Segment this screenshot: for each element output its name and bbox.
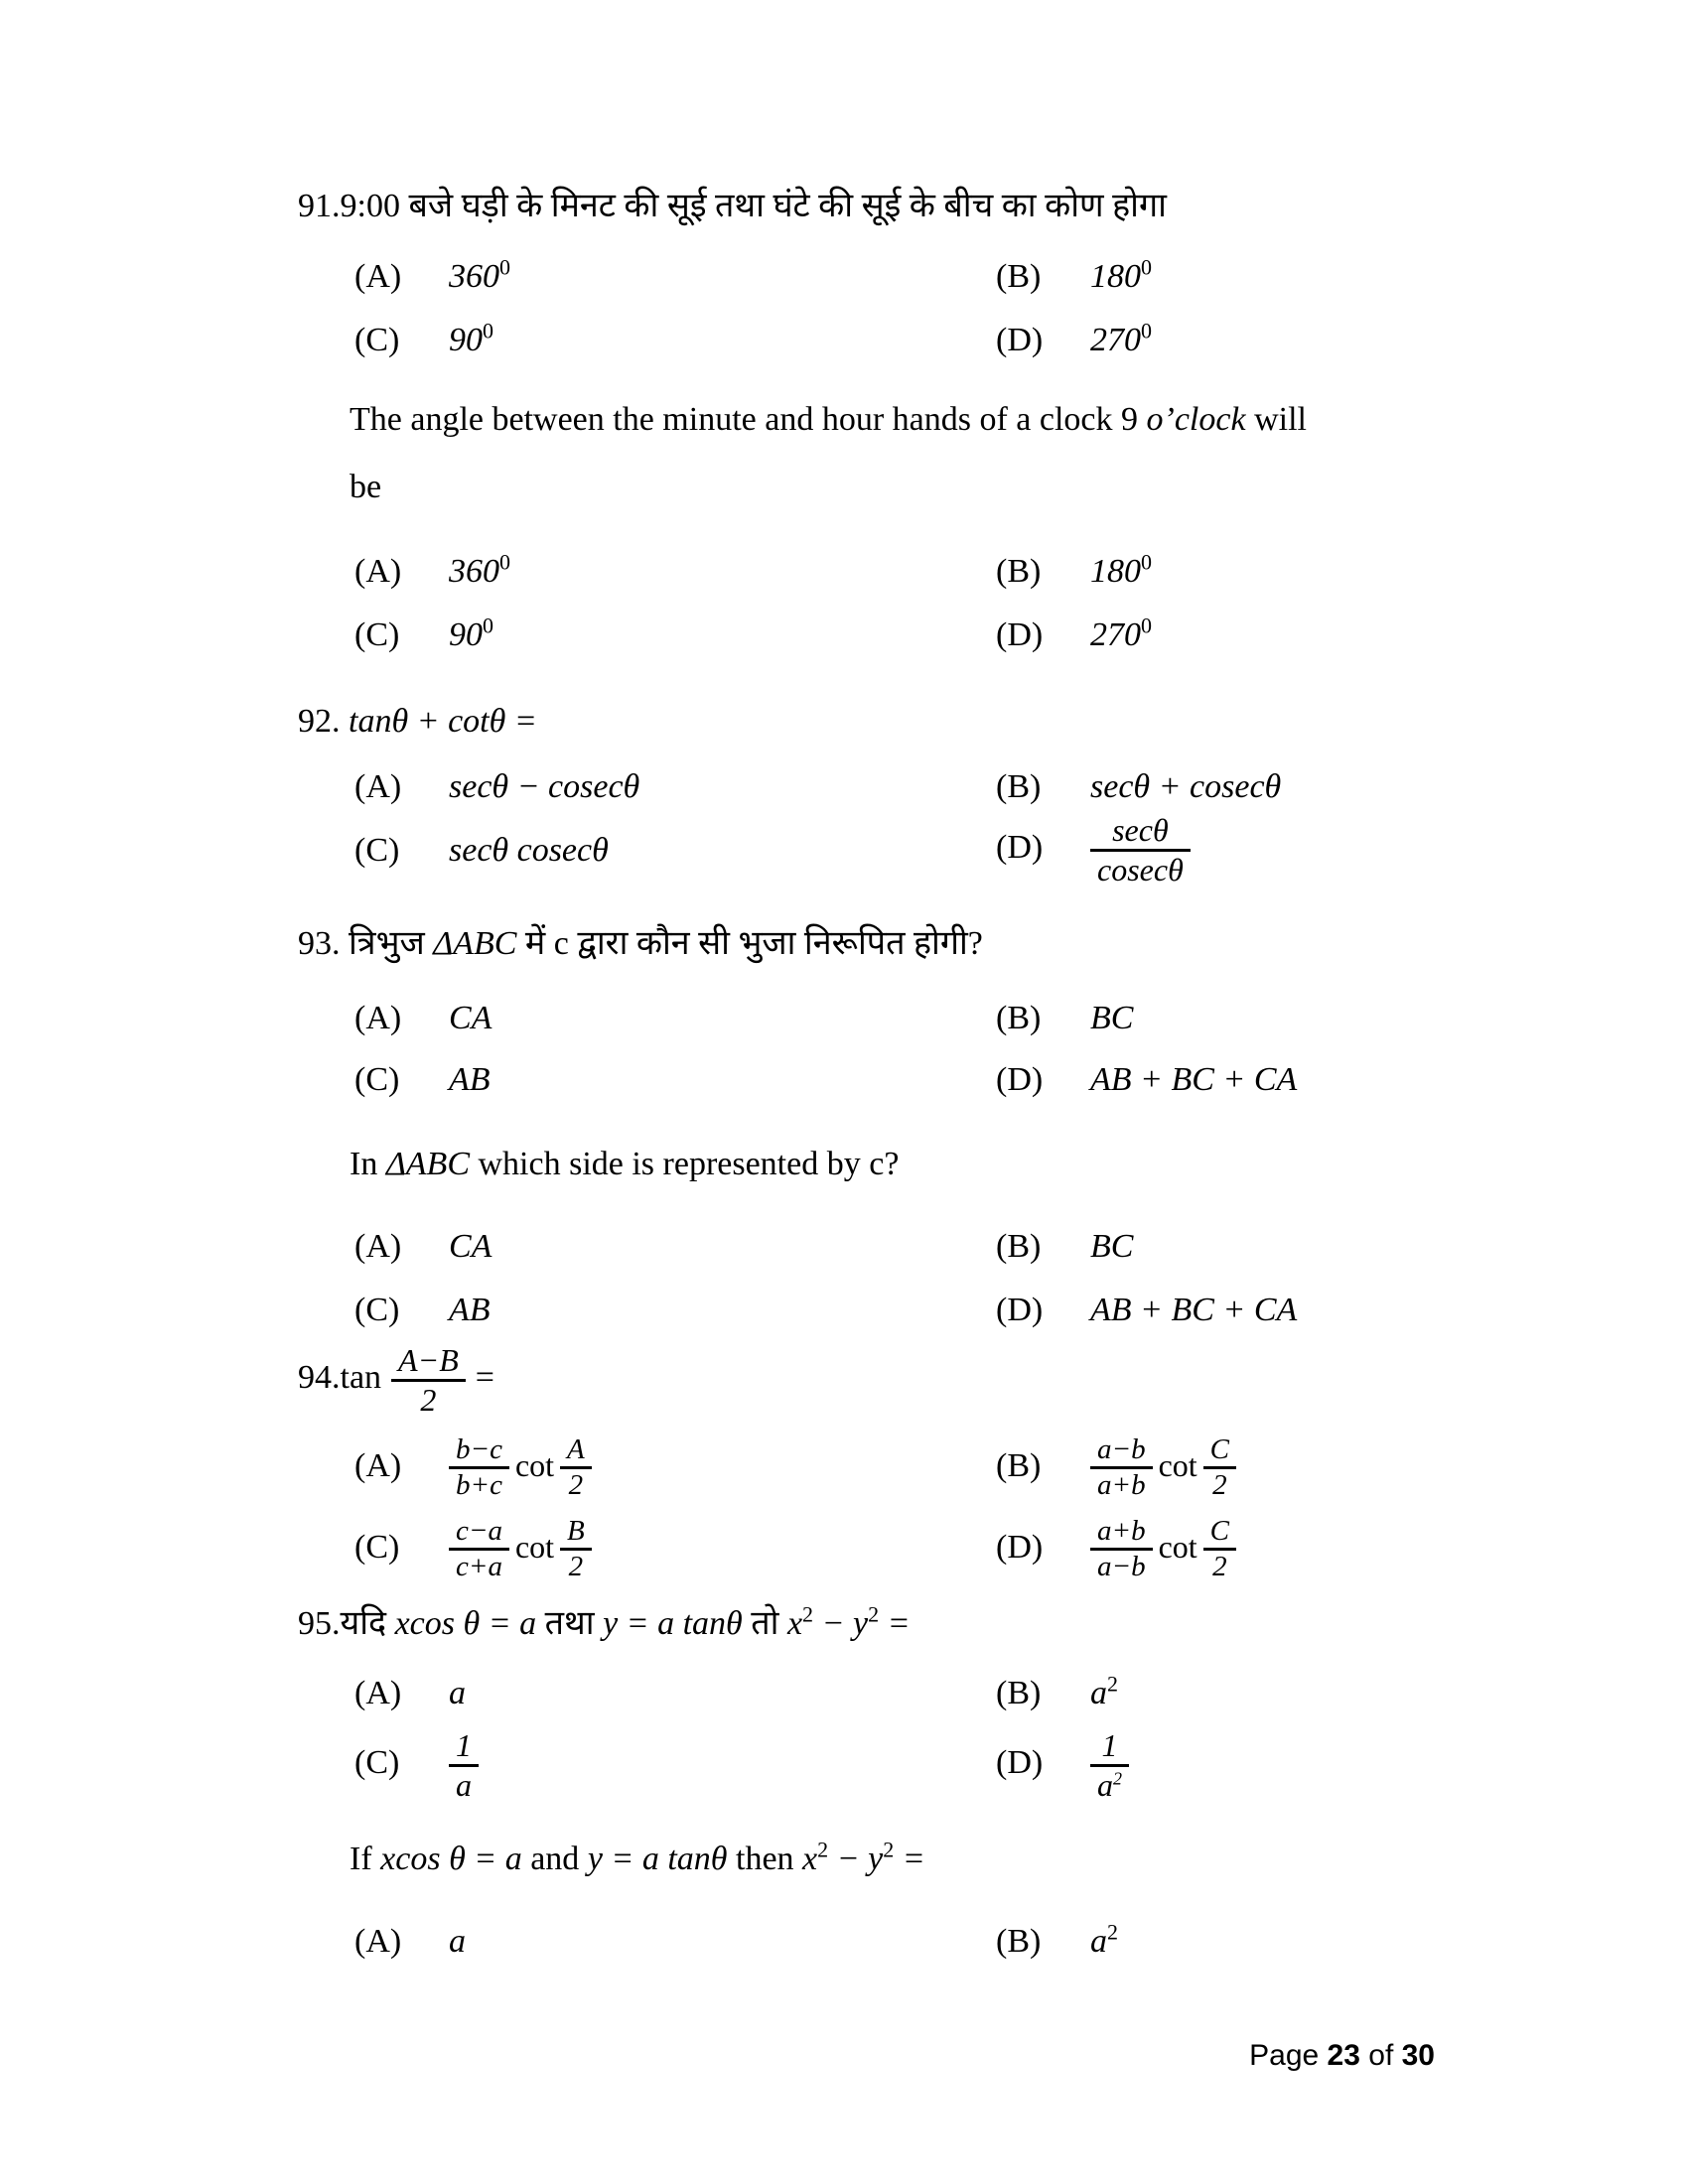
q92-option-c [354,828,609,874]
superscript-zero: 0 [1141,318,1152,343]
option-label-b: (B) [996,1228,1042,1265]
option-label-b: (B) [996,1000,1042,1036]
math-segment: − [813,1605,853,1642]
q95-option-b [996,1671,1118,1716]
superscript-zero: 0 [483,613,493,638]
superscript-two: 2 [1107,1919,1118,1945]
fraction-numerator: c−a [449,1515,509,1551]
cot-function: cot [1158,1446,1197,1483]
option-label-c: (C) [354,1292,400,1328]
fraction-denominator [1090,1767,1129,1804]
fraction-numerator: C [1203,1515,1236,1551]
superscript-zero: 0 [499,549,510,575]
option-value: CA [449,1000,492,1036]
math-segment: − [828,1841,869,1877]
footer-page-number: 23 [1327,2039,1360,2072]
text-segment: will [1245,401,1307,438]
option-value: secθ − cosecθ [449,768,640,805]
option-value: AB + BC + CA [1090,1061,1298,1098]
fraction-denominator: c+a [456,1551,502,1583]
option-value: secθ + cosecθ [1090,768,1282,805]
fraction-denominator: b+c [456,1469,502,1502]
cot-function: cot [1158,1528,1197,1565]
fraction-numerator: A [560,1433,592,1469]
q91-option-c [354,318,493,363]
q92-option-b [996,764,1281,810]
option-value: 90 [449,616,483,653]
q93-option-d [996,1057,1297,1103]
fraction-numerator: b−c [449,1433,509,1469]
q94-option-a [354,1433,592,1503]
option-value: 180 [1090,553,1141,590]
q94-option-b [996,1433,1236,1503]
math-segment: = [894,1841,925,1877]
q95-question-hindi [298,1601,911,1647]
text-segment: 95.यदि [298,1605,395,1642]
q91-en-option-c [354,613,493,658]
text-segment: and [521,1841,588,1877]
option-label-c: (C) [354,832,400,869]
q91-en-option-b [996,549,1152,595]
fraction-numerator: 1 [1090,1727,1129,1767]
math-segment: y [853,1605,869,1642]
text-segment: तथा [536,1605,604,1642]
fraction-numerator: C [1203,1433,1236,1469]
text-segment: The angle between the minute and hour hands of a clock 9 [350,401,1147,438]
option-label-c: (C) [354,322,400,358]
text-segment: तो [742,1605,787,1642]
fraction-denominator: 2 [568,1469,584,1502]
cot-function: cot [514,1528,555,1565]
fraction [1090,1727,1129,1804]
fraction-denominator: 2 [568,1551,584,1583]
option-label-d: (D) [996,1528,1044,1566]
q95-en-option-b [996,1919,1118,1965]
fraction-denominator: a+b [1097,1469,1146,1502]
q93-en-option-a [354,1224,492,1270]
fraction [560,1433,592,1503]
superscript-two: 2 [802,1601,814,1627]
fraction-denominator: 2 [420,1381,437,1418]
option-value: a [1090,1923,1107,1960]
option-value: 360 [449,553,499,590]
q91-en-option-a [354,549,510,595]
option-label-a: (A) [354,1000,402,1036]
superscript-two: 2 [1113,1768,1122,1789]
q93-question-hindi [298,921,983,967]
math-segment: xcos θ = a [394,1605,537,1642]
q91-option-a [354,254,510,300]
question-prefix: 94.tan [298,1359,382,1397]
superscript-two: 2 [817,1837,829,1862]
option-value: CA [449,1228,492,1265]
fraction [449,1515,509,1584]
text-segment: में c द्वारा कौन सी भुजा निरूपित होगी? [516,925,983,962]
fraction-numerator: a+b [1090,1515,1153,1551]
option-label-d: (D) [996,1744,1044,1782]
q91-option-b [996,254,1152,300]
math-segment: y [868,1841,884,1877]
fraction-denominator: 2 [1212,1551,1227,1583]
math-segment: ΔABC [433,925,517,962]
option-value: AB + BC + CA [1090,1292,1298,1328]
option-value: secθ cosecθ [449,832,609,869]
fraction [449,1433,509,1503]
option-value: BC [1090,1000,1134,1036]
fraction-denominator: 2 [1212,1469,1227,1502]
option-value: a [1090,1675,1107,1711]
equals-sign: = [475,1359,494,1397]
option-value: 90 [449,322,483,358]
fraction-numerator: a−b [1090,1433,1153,1469]
fraction [391,1342,466,1419]
math-segment: x [802,1841,818,1877]
option-label-c: (C) [354,1528,400,1566]
fraction-denominator: a [456,1766,472,1803]
text-segment: then [727,1841,803,1877]
option-value: a [449,1675,466,1711]
q91-question-english-line2: be [350,469,382,505]
q93-en-option-b [996,1224,1133,1270]
math-segment: xcos θ = a [380,1841,522,1877]
option-label-d: (D) [996,829,1044,867]
fraction [449,1727,479,1804]
option-label-b: (B) [996,553,1042,590]
option-label-a: (A) [354,258,402,295]
math-expression: tanθ + cotθ = [349,703,537,740]
option-label-a: (A) [354,1675,402,1711]
fraction [1203,1433,1236,1503]
option-value: 180 [1090,258,1141,295]
q93-en-option-d [996,1288,1297,1333]
math-segment: y = a tanθ [587,1841,728,1877]
superscript-two: 2 [1107,1671,1118,1697]
q95-en-option-a [354,1919,466,1965]
option-label-c: (C) [354,616,400,653]
fraction [1090,812,1191,888]
superscript-two: 2 [883,1837,895,1862]
q95-option-d [996,1727,1129,1804]
option-label-c: (C) [354,1061,400,1098]
superscript-zero: 0 [1141,613,1152,638]
option-label-b: (B) [996,1446,1042,1484]
option-label-d: (D) [996,1061,1044,1098]
cot-function: cot [514,1446,555,1483]
option-label-d: (D) [996,1292,1044,1328]
q92-option-d [996,812,1191,888]
superscript-zero: 0 [483,318,493,343]
q94-option-c [354,1515,592,1584]
math-segment: = [879,1605,911,1642]
footer-total-pages: 30 [1401,2039,1435,2072]
math-segment: o’clock [1146,401,1246,438]
option-label-a: (A) [354,1923,402,1960]
option-label-b: (B) [996,1923,1042,1960]
superscript-zero: 0 [1141,254,1152,280]
fraction [1090,1515,1153,1584]
question-number: 92. [298,703,349,740]
q95-option-a [354,1671,466,1716]
option-value: AB [449,1292,491,1328]
option-label-a: (A) [354,553,402,590]
option-label-d: (D) [996,616,1044,653]
option-label-a: (A) [354,768,402,805]
superscript-zero: 0 [1141,549,1152,575]
fraction-denominator: a−b [1097,1551,1146,1583]
fraction [1090,1433,1153,1503]
superscript-two: 2 [868,1601,880,1627]
text-segment: which side is represented by c? [470,1146,900,1182]
option-value: BC [1090,1228,1134,1265]
option-label-a: (A) [354,1228,402,1265]
q92-option-a [354,764,639,810]
q91-question-hindi: 91.9:00 बजे घड़ी के मिनट की सूई तथा घंटे की सूई के बीच का कोण होगा [298,188,1167,224]
text-segment: In [350,1146,386,1182]
q94-question [298,1342,494,1419]
q93-question-english [350,1142,899,1187]
q93-option-b [996,996,1133,1041]
fraction-numerator: 1 [449,1727,479,1767]
q92-question [298,699,537,745]
q93-en-option-c [354,1288,491,1333]
q95-option-c [354,1727,479,1804]
option-label-b: (B) [996,1675,1042,1711]
fraction-denominator: cosecθ [1097,851,1184,887]
option-label-b: (B) [996,258,1042,295]
option-value: 270 [1090,322,1141,358]
fraction-numerator: A−B [391,1342,466,1382]
text-segment: If [350,1841,381,1877]
fraction-numerator: secθ [1090,812,1191,852]
footer-page-word: Page [1249,2039,1328,2072]
q93-option-a [354,996,492,1041]
page-footer [1249,2033,1435,2079]
q93-option-c [354,1057,491,1103]
math-segment: x [786,1605,803,1642]
option-label-a: (A) [354,1446,402,1484]
footer-of-word: of [1359,2039,1402,2072]
superscript-zero: 0 [499,254,510,280]
q94-option-d [996,1515,1236,1584]
option-value: 360 [449,258,499,295]
den-base: a [1097,1766,1113,1803]
q91-en-option-d [996,613,1152,658]
q91-question-english-line1 [350,397,1307,443]
text-segment: 93. त्रिभुज [298,925,434,962]
math-segment: ΔABC [385,1146,470,1182]
option-value: AB [449,1061,491,1098]
fraction [1203,1515,1236,1584]
fraction-numerator: B [560,1515,592,1551]
q95-question-english [350,1837,925,1882]
math-segment: y = a tanθ [603,1605,743,1642]
q91-option-d [996,318,1152,363]
option-label-d: (D) [996,322,1044,358]
option-value: 270 [1090,616,1141,653]
fraction [560,1515,592,1584]
option-label-b: (B) [996,768,1042,805]
option-label-c: (C) [354,1744,400,1782]
option-value: a [449,1923,466,1960]
